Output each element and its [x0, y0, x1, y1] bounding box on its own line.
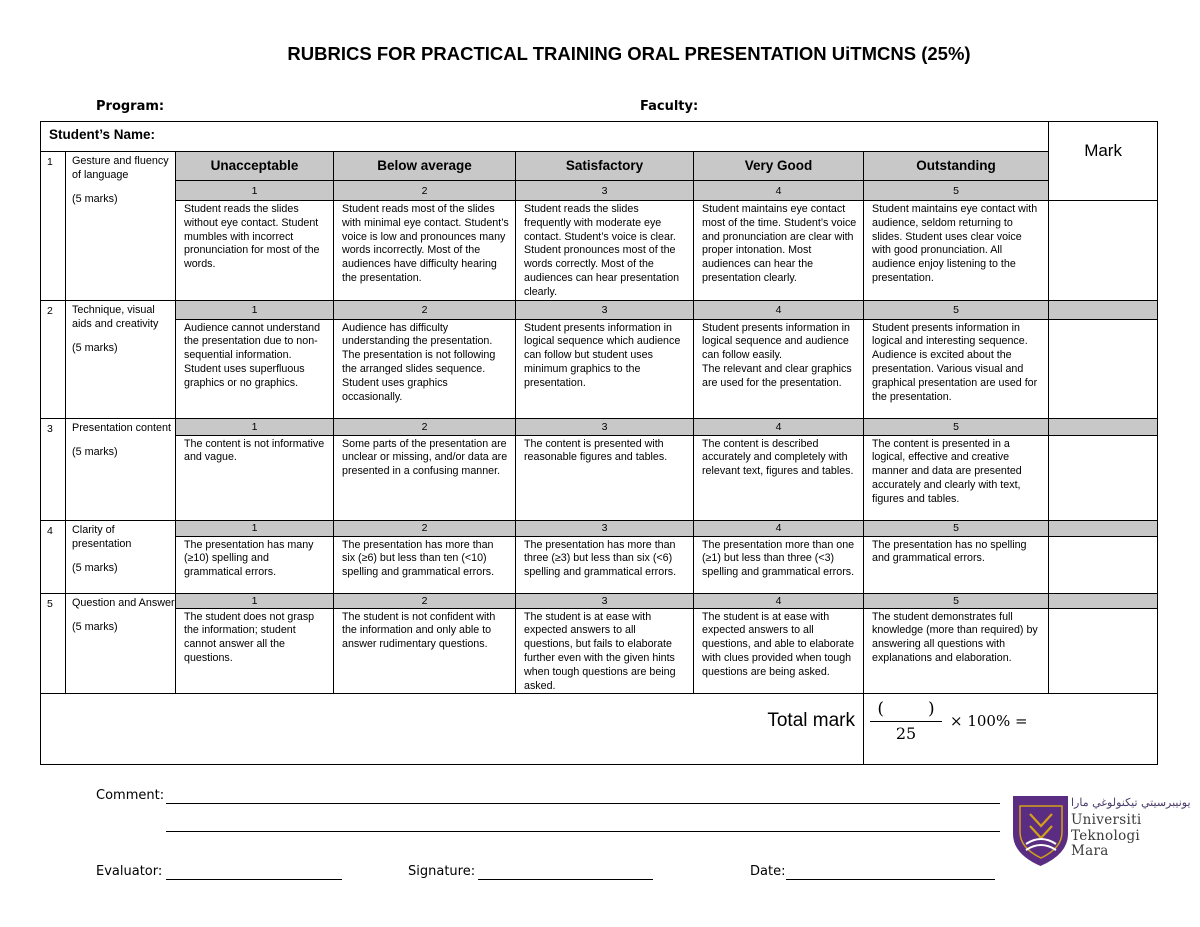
descriptor-cell: The student does not grasp the information; student cannot answer all the questions.	[176, 608, 334, 694]
level-header-satisfactory: Satisfactory	[516, 152, 694, 181]
mark-column-header: Mark	[1049, 122, 1158, 201]
mark-score-strip	[1049, 520, 1158, 536]
score-cell: 1	[176, 520, 334, 536]
fraction-bar	[870, 721, 942, 722]
total-mark-formula[interactable]	[864, 694, 1158, 765]
descriptor-cell: The content is presented in a logical, effective and creative manner and data are presented accurately and clearly with text, figures and tables.	[864, 435, 1049, 520]
descriptor-cell: The presentation more than one (≥1) but less than three (<3) spelling and grammatical errors.	[694, 536, 864, 593]
score-cell: 5	[864, 593, 1049, 608]
criterion-title: Clarity of presentation	[72, 523, 132, 550]
signature-label: Signature:	[408, 864, 476, 879]
descriptor-cell: Student presents information in logical sequence and audience can follow easily. The relevant and clear graphics are used for the presentation.	[694, 319, 864, 418]
program-label: Program:	[96, 99, 165, 114]
logo-line: Mara	[1071, 843, 1109, 859]
comment-line-2[interactable]	[166, 831, 1000, 832]
score-cell: 3	[516, 418, 694, 435]
score-cell: 2	[334, 418, 516, 435]
page-title: RUBRICS FOR PRACTICAL TRAINING ORAL PRESENTATION UiTMCNS (25%)	[287, 43, 971, 64]
score-cell: 4	[694, 520, 864, 536]
score-cell: 5	[864, 181, 1049, 201]
score-cell: 3	[516, 300, 694, 319]
score-cell: 2	[334, 300, 516, 319]
criterion-name	[66, 152, 176, 301]
score-cell: 1	[176, 300, 334, 319]
date-line[interactable]	[786, 879, 995, 880]
evaluator-label: Evaluator:	[96, 864, 163, 879]
score-cell: 4	[694, 593, 864, 608]
score-cell: 2	[334, 181, 516, 201]
descriptor-cell: The student is at ease with expected answers to all questions, and able to elaborate with clues provided when tough questions are being asked.	[694, 608, 864, 694]
faculty-label: Faculty:	[640, 99, 699, 114]
rubric-table	[40, 121, 1158, 765]
criterion-title: Presentation content	[72, 421, 172, 434]
criterion-marks: (5 marks)	[72, 561, 118, 574]
percentage-multiplier: × 100% =	[950, 712, 1028, 731]
criterion-name	[66, 520, 176, 593]
score-cell: 1	[176, 181, 334, 201]
score-cell: 3	[516, 593, 694, 608]
descriptor-cell: The presentation has more than six (≥6) but less than ten (<10) spelling and grammatical errors.	[334, 536, 516, 593]
criterion-marks: (5 marks)	[72, 620, 118, 633]
score-cell: 5	[864, 300, 1049, 319]
student-name-field[interactable]: Student’s Name:	[41, 122, 1049, 152]
mark-cell[interactable]	[1049, 608, 1158, 694]
level-header-outstanding: Outstanding	[864, 152, 1049, 181]
logo-line: Universiti	[1071, 812, 1142, 828]
logo-line: Teknologi	[1071, 827, 1141, 844]
score-cell: 4	[694, 181, 864, 201]
comment-label: Comment:	[96, 788, 165, 803]
descriptor-cell: Student reads the slides without eye contact. Student mumbles with incorrect pronunciation for most of the words.	[176, 201, 334, 301]
criterion-number: 5	[41, 593, 66, 694]
level-header-very-good: Very Good	[694, 152, 864, 181]
descriptor-cell: The content is presented with reasonable figures and tables.	[516, 435, 694, 520]
criterion-name	[66, 593, 176, 694]
descriptor-cell: The presentation has more than three (≥3) but less than six (<6) spelling and grammatical errors.	[516, 536, 694, 593]
comment-line-1[interactable]	[166, 803, 1000, 804]
criterion-number: 1	[41, 152, 66, 301]
denominator: 25	[895, 724, 917, 744]
criterion-name	[66, 300, 176, 418]
mark-cell[interactable]	[1049, 201, 1158, 301]
level-header-unacceptable: Unacceptable	[176, 152, 334, 181]
descriptor-cell: Audience has difficulty understanding the presentation. The presentation is not following the arranged slides sequence. Student uses graphics occasionally.	[334, 319, 516, 418]
descriptor-cell: Audience cannot understand the presentation due to non-sequential information. Student uses superfluous graphics or no graphics.	[176, 319, 334, 418]
criterion-number: 2	[41, 300, 66, 418]
score-cell: 3	[516, 181, 694, 201]
descriptor-cell: Some parts of the presentation are unclear or missing, and/or data are presented in a confusing manner.	[334, 435, 516, 520]
score-cell: 5	[864, 418, 1049, 435]
open-paren: (	[877, 699, 928, 720]
evaluator-line[interactable]	[166, 879, 342, 880]
mark-score-strip	[1049, 418, 1158, 435]
criterion-name	[66, 418, 176, 520]
descriptor-cell: Student reads the slides frequently with moderate eye contact. Student’s voice is clear. Student pronounces most of the words correctly. Most of the audiences can hear presentation clearly.	[516, 201, 694, 301]
level-header-below-average: Below average	[334, 152, 516, 181]
descriptor-cell: Student maintains eye contact most of the time. Student’s voice and pronunciation are clear with proper intonation. Most audiences can hear the presentation clearly.	[694, 201, 864, 301]
descriptor-cell: The presentation has no spelling and grammatical errors.	[864, 536, 1049, 593]
descriptor-cell: Student presents information in logical and interesting sequence. Audience is excited about the presentation. Various visual and graphical presentation are used for the presentation.	[864, 319, 1049, 418]
score-cell: 4	[694, 418, 864, 435]
score-cell: 1	[176, 418, 334, 435]
logo-jawi-text: ﻳﻮﻧﻴﺒﺮﺳﻴﺘﻲ ﺗﻴﻜﻨﻮﻟﻮﻏﻲ ﻣﺎرا	[1071, 796, 1191, 809]
mark-cell[interactable]	[1049, 435, 1158, 520]
total-mark-label: Total mark	[41, 694, 864, 765]
criterion-number: 3	[41, 418, 66, 520]
descriptor-cell: Student presents information in logical sequence which audience can follow but student uses minimum graphics to the presentation.	[516, 319, 694, 418]
mark-score-strip	[1049, 300, 1158, 319]
criterion-number: 4	[41, 520, 66, 593]
mark-cell[interactable]	[1049, 319, 1158, 418]
mark-cell[interactable]	[1049, 536, 1158, 593]
descriptor-cell: The student demonstrates full knowledge (more than required) by answering all questions with explanations and elaboration.	[864, 608, 1049, 694]
criterion-marks: (5 marks)	[72, 193, 118, 205]
score-cell: 5	[864, 520, 1049, 536]
descriptor-cell: Student maintains eye contact with audience, seldom returning to slides. Student uses clear voice with good pronunciation. All audience enjoy listening to the presentation.	[864, 201, 1049, 301]
score-cell: 2	[334, 520, 516, 536]
criterion-title: Question and Answer	[72, 596, 175, 609]
criterion-title: Technique, visual aids and creativity	[72, 303, 159, 330]
score-cell: 4	[694, 300, 864, 319]
total-fraction	[870, 699, 979, 744]
criterion-marks: (5 marks)	[72, 445, 118, 458]
descriptor-cell: The presentation has many (≥10) spelling and grammatical errors.	[176, 536, 334, 593]
close-paren: )	[928, 699, 979, 720]
descriptor-cell: The content is described accurately and completely with relevant text, figures and tables.	[694, 435, 864, 520]
signature-line[interactable]	[478, 879, 653, 880]
logo-wordmark	[1071, 813, 1141, 860]
descriptor-cell: The content is not informative and vague.	[176, 435, 334, 520]
descriptor-cell: Student reads most of the slides with minimal eye contact. Student’s voice is low and pronounces many words incorrectly. Most of the audiences have difficulty hearing the presentation.	[334, 201, 516, 301]
score-cell: 1	[176, 593, 334, 608]
criterion-marks: (5 marks)	[72, 341, 118, 354]
score-cell: 2	[334, 593, 516, 608]
descriptor-cell: The student is at ease with expected answers to all questions, but fails to elaborate further even with the given hints when tough questions are being asked.	[516, 608, 694, 694]
mark-score-strip	[1049, 593, 1158, 608]
criterion-title: Gesture and fluency of language	[72, 155, 169, 181]
score-cell: 3	[516, 520, 694, 536]
date-label: Date:	[750, 864, 786, 879]
descriptor-cell: The student is not confident with the information and only able to answer rudimentary questions.	[334, 608, 516, 694]
